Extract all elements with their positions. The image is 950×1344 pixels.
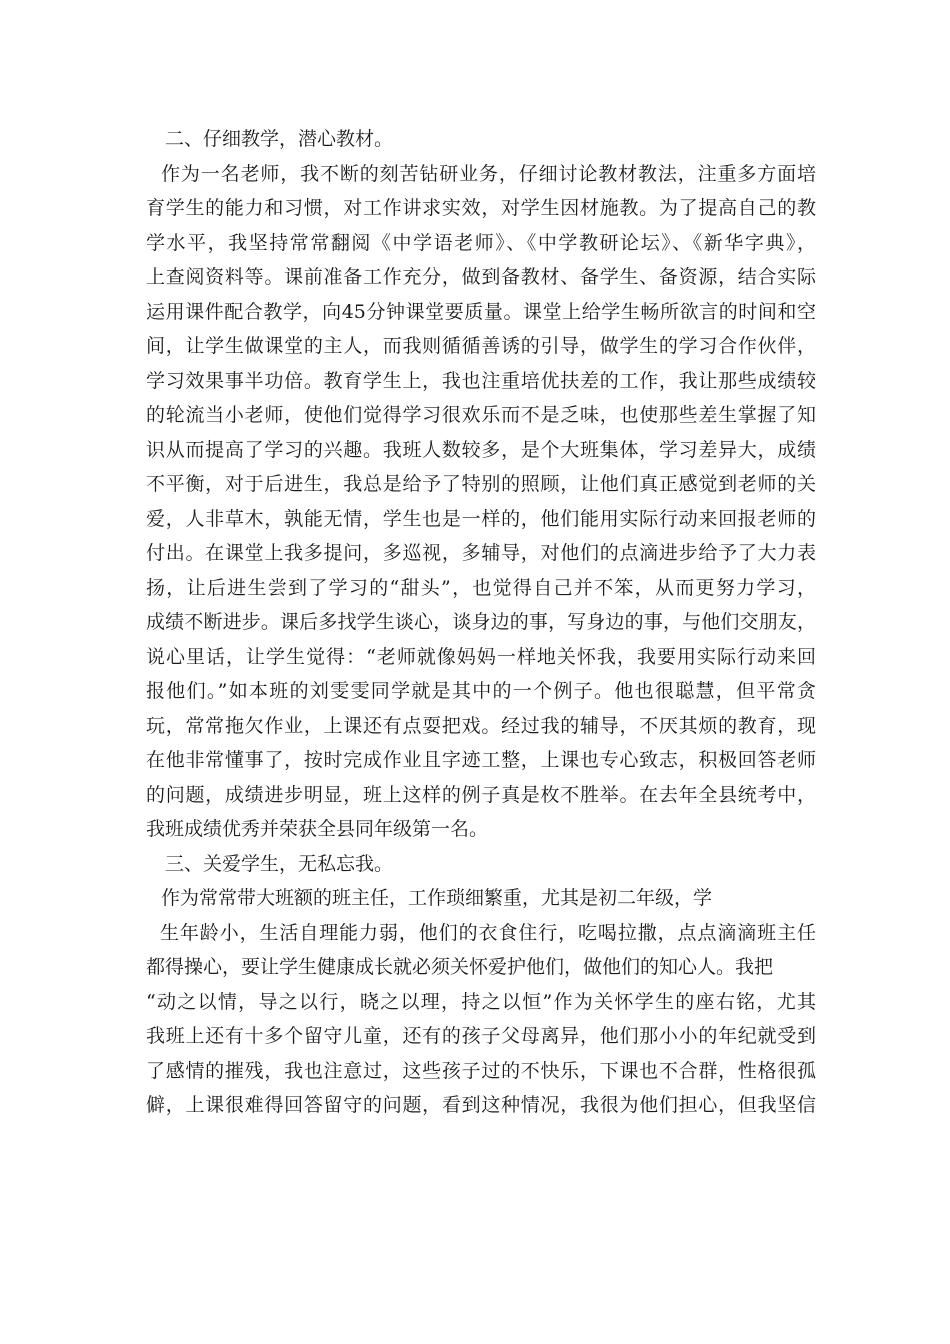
paragraph-line: 识从而提高了学习的兴趣。我班人数较多，是个大班集体，学习差异大，成绩	[146, 438, 816, 461]
paragraph-line: 扬，让后进生尝到了学习的“甜头”，也觉得自己并不笨，从而更努力学习，	[146, 576, 816, 599]
paragraph-line: 学水平，我坚持常常翻阅《中学语老师》、《中学教研论坛》、《新华字典》，	[146, 231, 816, 254]
paragraph-line: 爱，人非草木，孰能无情，学生也是一样的，他们能用实际行动来回报老师的	[146, 507, 816, 530]
paragraph-line: 玩，常常拖欠作业，上课还有点耍把戏。经过我的辅导，不厌其烦的教育，现	[146, 714, 816, 737]
paragraph-line: 上查阅资料等。课前准备工作充分，做到备教材、备学生、备资源，结合实际	[146, 266, 816, 288]
paragraph-line: 学习效果事半功倍。教育学生上，我也注重培优扶差的工作，我让那些成绩较	[146, 369, 816, 392]
paragraph-line: 在他非常懂事了，按时完成作业且字迹工整，上课也专心致志，积极回答老师	[146, 749, 816, 771]
document-body	[146, 122, 816, 1123]
paragraph-line: 作为一名老师，我不断的刻苦钻研业务，仔细讨论教材教法，注重多方面培	[161, 162, 816, 185]
paragraph-line: 都得操心，要让学生健康成长就必须关怀爱护他们，做他们的知心人。我把	[146, 956, 774, 978]
paragraph-line: 说心里话，让学生觉得：“老师就像妈妈一样地关怀我，我要用实际行动来回	[146, 645, 816, 668]
paragraph-line: “动之以情，导之以行，晓之以理，持之以恒”作为关怀学生的座右铭，尤其	[146, 990, 816, 1013]
paragraph-line: 运用课件配合教学，向45分钟课堂要质量。课堂上给学生畅所欲言的时间和空	[146, 300, 816, 323]
paragraph-line: 的问题，成绩进步明显，班上这样的例子真是枚不胜举。在去年全县统考中，	[146, 783, 816, 806]
paragraph-line: 育学生的能力和习惯，对工作讲求实效，对学生因材施教。为了提高自己的教	[146, 197, 816, 219]
paragraph-line: 的轮流当小老师，使他们觉得学习很欢乐而不是乏味，也使那些差生掌握了知	[146, 404, 816, 426]
section-heading: 二、仔细教学，潜心教材。	[165, 128, 394, 150]
paragraph-line: 间，让学生做课堂的主人，而我则循循善诱的引导，做学生的学习合作伙伴，	[146, 335, 816, 357]
section-heading: 三、关爱学生，无私忘我。	[165, 852, 394, 875]
paragraph-line: 成绩不断进步。课后多找学生谈心，谈身边的事，写身边的事，与他们交朋友，	[146, 611, 816, 633]
paragraph-line: 作为常常带大班额的班主任，工作琐细繁重，尤其是初二年级，学	[161, 887, 713, 909]
paragraph-line: 僻，上课很难得回答留守的问题，看到这种情况，我很为他们担心，但我坚信	[146, 1094, 816, 1116]
paragraph-line: 了感情的摧残，我也注意过，这些孩子过的不快乐，下课也不合群，性格很孤	[146, 1059, 816, 1082]
paragraph-line: 我班上还有十多个留守儿童，还有的孩子父母离异，他们那小小的年纪就受到	[146, 1025, 816, 1047]
paragraph-line: 报他们。”如本班的刘雯雯同学就是其中的一个例子。他也很聪慧，但平常贪	[146, 680, 816, 702]
paragraph-line: 生年龄小，生活自理能力弱，他们的衣食住行，吃喝拉撒，点点滴滴班主任	[160, 921, 816, 944]
paragraph-line: 不平衡，对于后进生，我总是给予了特别的照顾，让他们真正感觉到老师的关	[146, 473, 816, 495]
paragraph-line: 我班成绩优秀并荣获全县同年级第一名。	[146, 818, 489, 840]
paragraph-line: 付出。在课堂上我多提问，多巡视，多辅导，对他们的点滴进步给予了大力表	[146, 542, 816, 564]
